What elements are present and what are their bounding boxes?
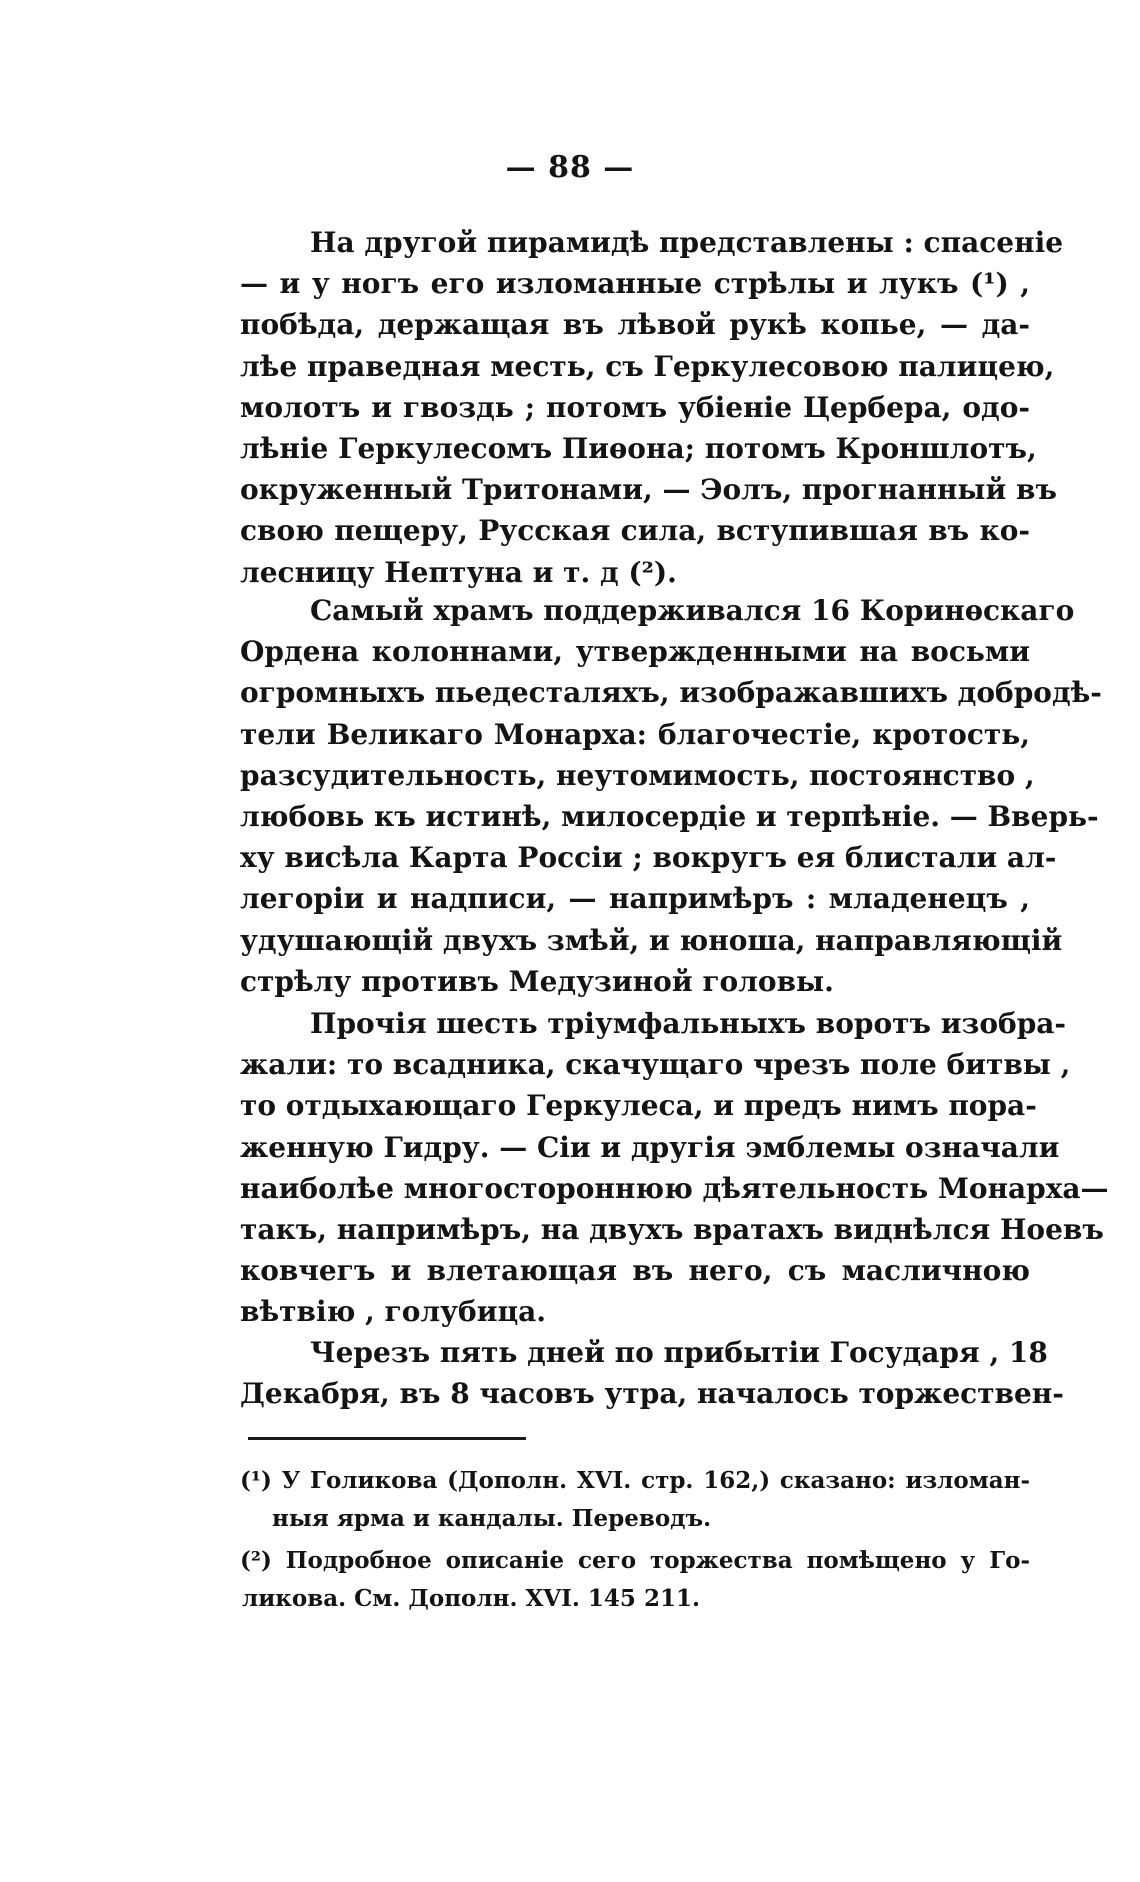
page-number: — 88 — [505, 150, 635, 185]
text-line: стрѣлу противъ Медузиной головы. [240, 964, 834, 998]
text-line: наиболѣе многостороннюю дѣятельность Монарха— [240, 1171, 1109, 1205]
text-line: Самый храмъ поддерживался 16 Коринѳскаго [310, 594, 1075, 627]
text-line: жали: то всадника, скачущаго чрезъ поле битвы , [240, 1048, 1071, 1082]
text-line: женную Гидру. — Сіи и другія эмблемы означали [240, 1130, 1060, 1164]
text-line: На другой пирамидѣ представлены : спасеніе [310, 226, 1064, 259]
text-line: вѣтвію , голубица. [240, 1295, 547, 1329]
text-line: Декабря, въ 8 часовъ утра, началось торжествен- [240, 1377, 1064, 1411]
text-line: такъ, напримѣръ, на двухъ вратахъ виднѣлся Ноевъ [240, 1212, 1104, 1246]
footnote-rule [248, 1437, 526, 1440]
text-line: разсудительность, неутомимость, постоянство , [240, 758, 1035, 792]
text-line: свою пещеру, Русская сила, вступившая въ ко- [240, 514, 1030, 548]
text-line: то отдыхающаго Геркулеса, и предъ нимъ пора- [240, 1089, 1037, 1123]
text-line: удушающій двухъ змѣй, и юноша, направляющій [240, 923, 1063, 957]
text-line: — и у ногъ его изломанные стрѣлы и лукъ (¹) , [240, 267, 1030, 301]
text-line: Черезъ пять дней по прибытіи Государя , 18 [310, 1336, 1048, 1369]
text-line: ковчегъ и влетающая въ него, съ масличною [240, 1254, 1030, 1288]
footnote-line: (²) Подробное описаніе сего торжества помѣщено у Го- [240, 1547, 1030, 1574]
text-line: любовь къ истинѣ, милосердіе и терпѣніе. — Вверь- [240, 799, 1099, 833]
footnote-line: ликова. См. Дополн. XVI. 145 211. [242, 1585, 700, 1612]
paragraph-1 [240, 222, 1064, 593]
text-line: лесницу Нептуна и т. д (²). [240, 555, 677, 589]
text-line: Ордена колоннами, утвержденными на восьми [240, 635, 1030, 669]
paragraph-2 [240, 590, 1102, 1002]
text-line: Прочія шесть тріумфальныхъ воротъ изобра- [310, 1007, 1067, 1040]
text-line: ху висѣла Карта Россіи ; вокругъ ея блистали ал- [240, 841, 1057, 875]
text-line: тели Великаго Монарха: благочестіе, кротость, [240, 717, 1030, 751]
paragraph-4 [240, 1332, 1064, 1414]
text-line: молотъ и гвоздь ; потомъ убіеніе Цербера, одо- [240, 390, 1030, 424]
footnote-line: ныя ярма и кандалы. Переводъ. [272, 1505, 712, 1532]
text-line: лѣе праведная месть, съ Геркулесовою палицею, [240, 349, 1055, 383]
footnote-line: (¹) У Голикова (Дополн. XVI. стр. 162,) сказано: изломан- [240, 1467, 1030, 1494]
paragraph-3 [240, 1003, 1109, 1333]
text-line: огромныхъ пьедесталяхъ, изображавшихъ добродѣ- [240, 676, 1102, 710]
text-line: легоріи и надписи, — напримѣръ : младенецъ , [240, 882, 1030, 916]
text-line: окруженный Тритонами, — Эолъ, прогнанный въ [240, 473, 1057, 507]
text-line: побѣда, держащая въ лѣвой рукѣ копье, — да- [240, 308, 1030, 342]
footnotes [240, 1462, 1030, 1618]
text-line: лѣніе Геркулесомъ Пиѳона; потомъ Кроншлотъ, [240, 431, 1037, 465]
